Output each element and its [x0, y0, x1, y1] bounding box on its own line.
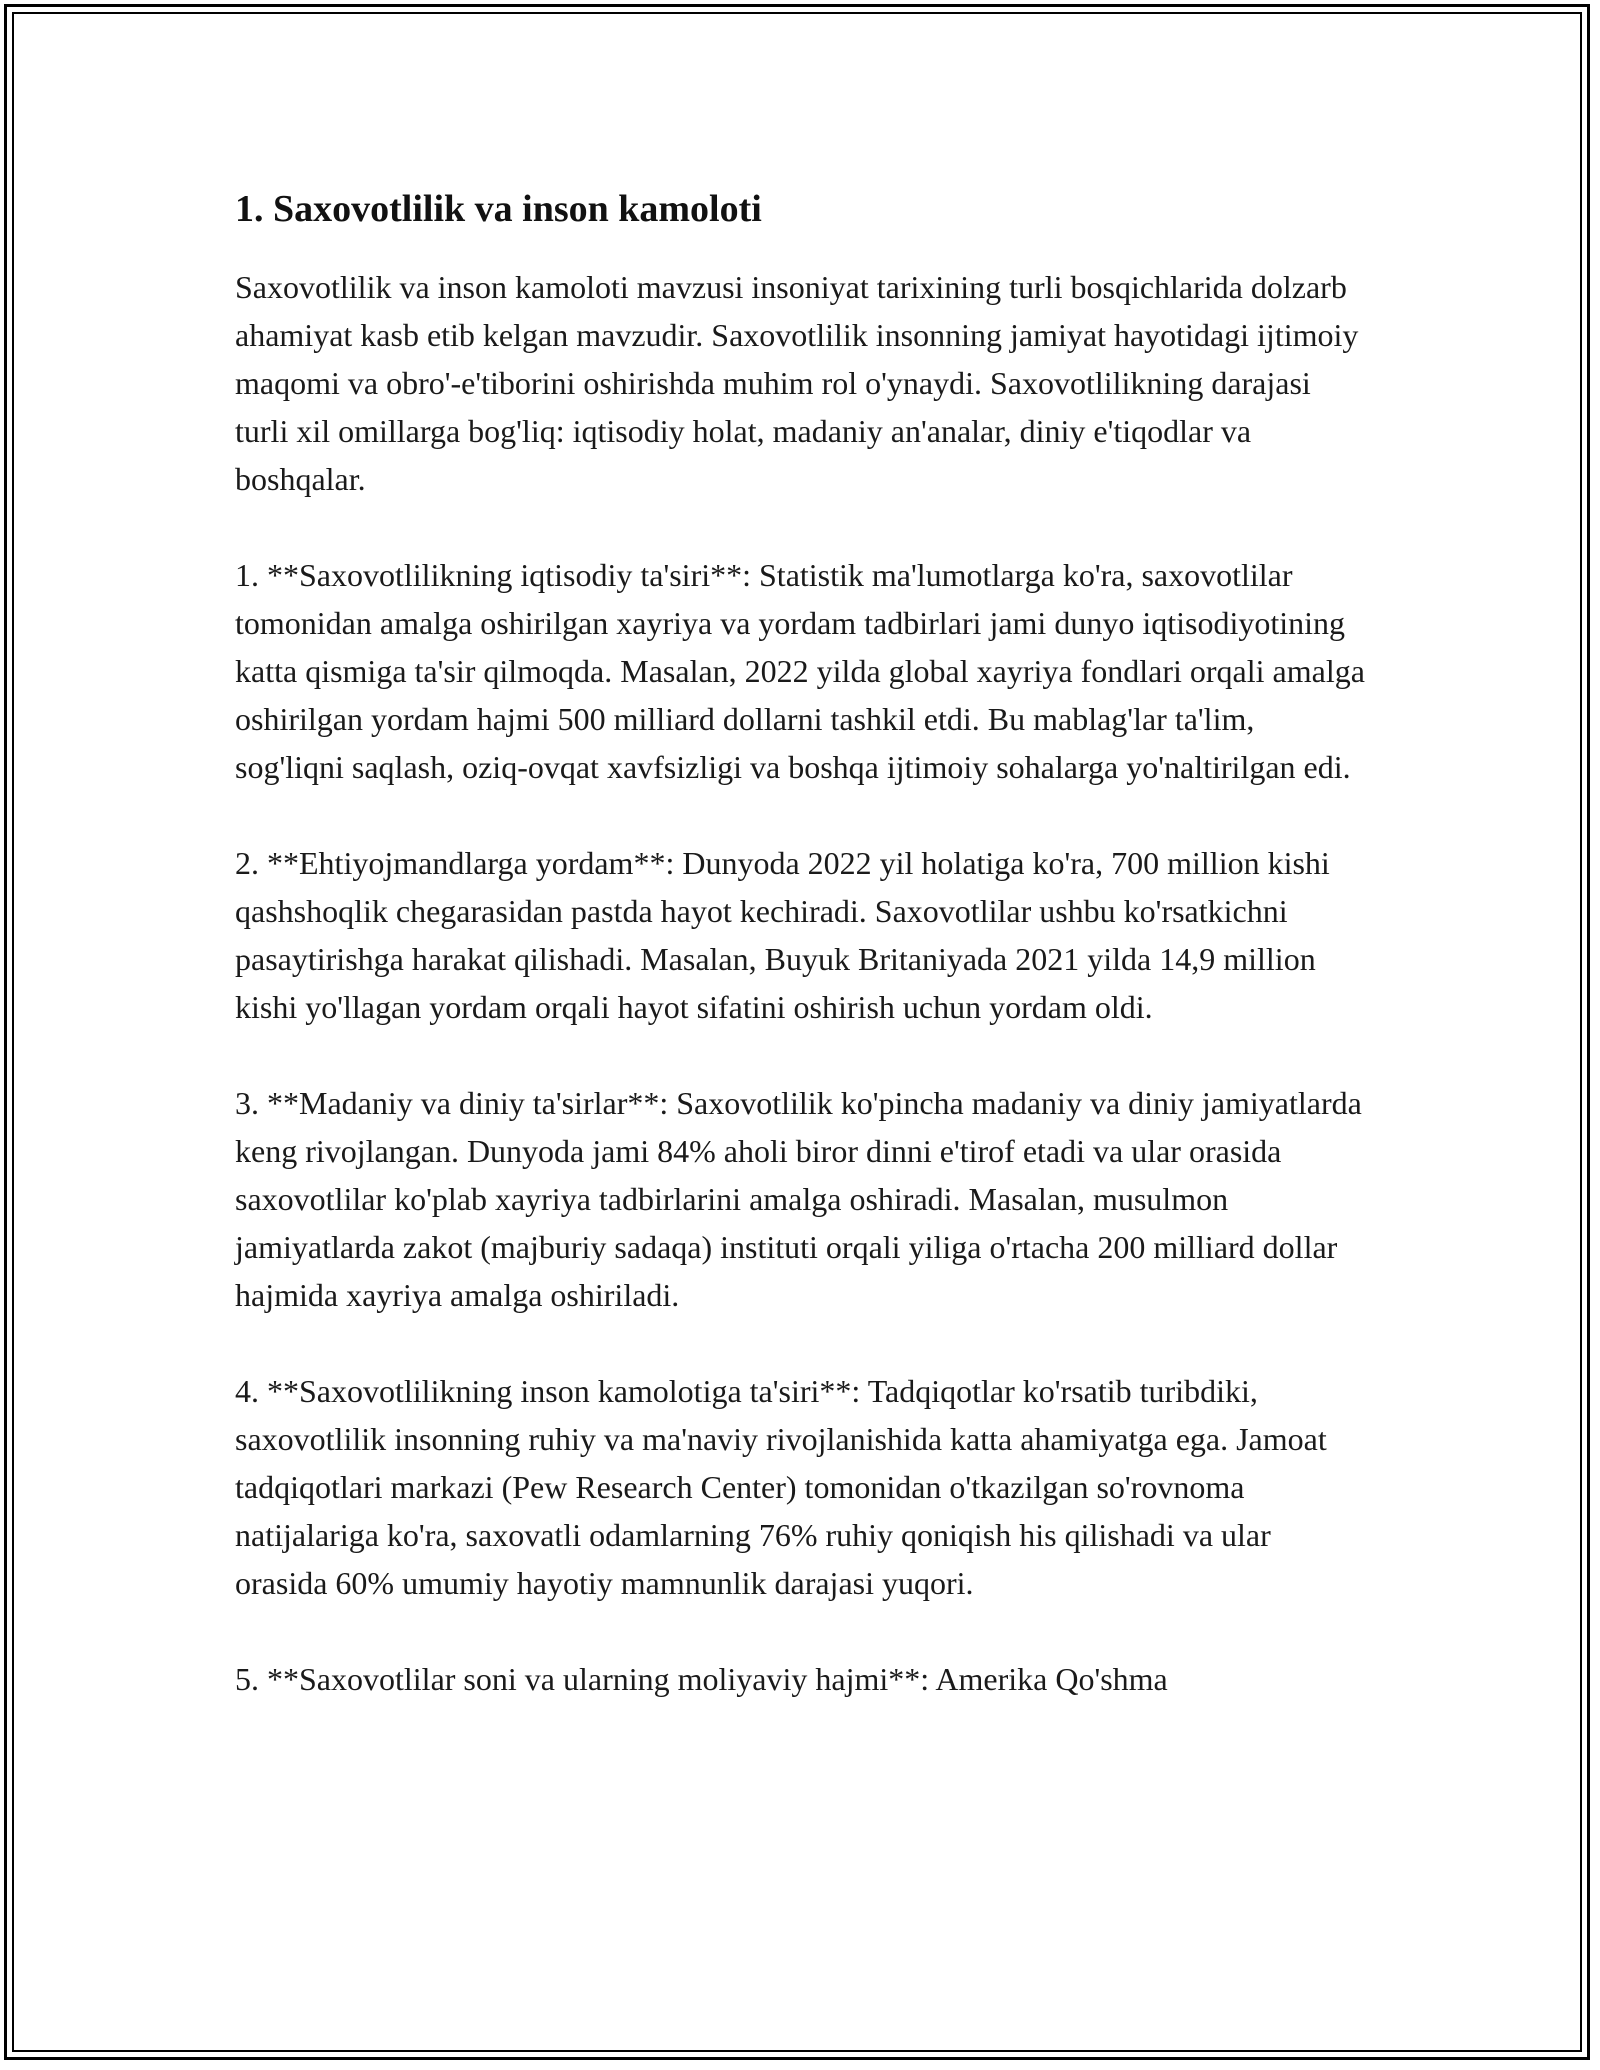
list-item-personal-development: 4. **Saxovotlilikning inson kamolotiga ta'siri**: Tadqiqotlar ko'rsatib turibdiki, saxovotlilik insonning ruhiy va ma'naviy rivojlanishida katta ahamiyatga ega. Jamoat tadqiqotlari markazi (Pew Research Center) tomonidan o'tkazilgan so'rovnoma natijalariga ko'ra, saxovatli odamlarning 76% ruhiy qoniqish his qilishadi va ular orasida 60% umumiy hayotiy mamnunlik darajasi yuqori. — [235, 1373, 1327, 1601]
document-body — [235, 185, 1365, 1703]
list-item-economic-impact: 1. **Saxovotlilikning iqtisodiy ta'siri**: Statistik ma'lumotlarga ko'ra, saxovotlilar tomonidan amalga oshirilgan xayriya va yordam tadbirlari jami dunyo iqtisodiyotining katta qismiga ta'sir qilmoqda. Masalan, 2022 yilda global xayriya fondlari orqali amalga oshirilgan yordam hajmi 500 milliard dollarni tashkil etdi. Bu mablag'lar ta'lim, sog'liqni saqlash, oziq-ovqat xavfsizligi va boshqa ijtimoiy sohalarga yo'naltirilgan edi. — [235, 557, 1365, 785]
list-item-cultural-religious: 3. **Madaniy va diniy ta'sirlar**: Saxovotlilik ko'pincha madaniy va diniy jamiyatlarda keng rivojlangan. Dunyoda jami 84% aholi biror dinni e'tirof etadi va ular orasida saxovotlilar ko'plab xayriya tadbirlarini amalga oshiradi. Masalan, musulmon jamiyatlarda zakot (majburiy sadaqa) instituti orqali yiliga o'rtacha 200 milliard dollar hajmida xayriya amalga oshiriladi. — [235, 1085, 1362, 1313]
intro-paragraph: Saxovotlilik va inson kamoloti mavzusi insoniyat tarixining turli bosqichlarida dolzarb ahamiyat kasb etib kelgan mavzudir. Saxovotlilik insonning jamiyat hayotidagi ijtimoiy maqomi va obro'-e'tiborini oshirishda muhim rol o'ynaydi. Saxovotlilikning darajasi turli xil omillarga bog'liq: iqtisodiy holat, madaniy an'analar, diniy e'tiqodlar va boshqalar. — [235, 269, 1359, 497]
list-item-help-to-needy: 2. **Ehtiyojmandlarga yordam**: Dunyoda 2022 yil holatiga ko'ra, 700 million kishi qashshoqlik chegarasidan pastda hayot kechiradi. Saxovotlilar ushbu ko'rsatkichni pasaytirishga harakat qilishadi. Masalan, Buyuk Britaniyada 2021 yilda 14,9 million kishi yo'llagan yordam orqali hayot sifatini oshirish uchun yordam oldi. — [235, 845, 1330, 1025]
section-heading: 1. Saxovotlilik va inson kamoloti — [235, 188, 762, 230]
list-item-donor-count: 5. **Saxovotlilar soni va ularning moliyaviy hajmi**: Amerika Qo'shma — [235, 1661, 1168, 1697]
